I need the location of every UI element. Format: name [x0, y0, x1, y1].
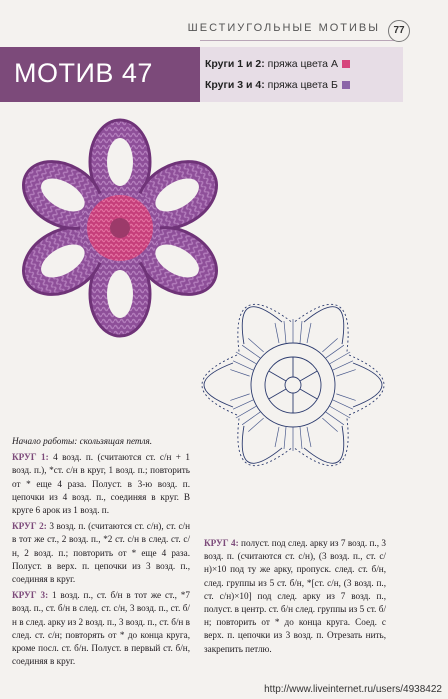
- yarn-line-a: [205, 58, 350, 70]
- instructions-right-column: [204, 537, 386, 659]
- stitch-diagram: [188, 270, 398, 500]
- round4-text: полуст. под след. арку из 7 возд. п., 3 возд. п. (считаются ст. с/н), (3 возд. п., ст. с/н)×10 под ту же арку, пропуск. след. ст. б/н, след. группы из 5 ст. б/н, *[ст. с/н, (3 возд. п., ст. с/н)×10] под след. арку из 7 возд. п., полуст. в центр. ст. б/н след. группы из 5 ст. б/н; повторить от * до конца круга. Соед. с верх. п. цепочки из 3 возд. п. Отрезать нить, закрепить петлю.: [204, 538, 386, 654]
- section-title: ШЕСТИУГОЛЬНЫЕ МОТИВЫ: [187, 22, 380, 34]
- color-b-swatch: [342, 81, 350, 89]
- round1-label: КРУГ 1:: [12, 452, 49, 463]
- round2-text: 3 возд. п. (считаются ст. с/н), ст. с/н в тот же ст., 2 возд. п., *2 ст. с/н в след. ст. с/н, 2 возд. п.; повторить от * еще 4 раза. Полуст. в верх. п. цепочки из 3 возд. п., соединяя в круг.: [12, 521, 190, 585]
- round3-text: 1 возд. п., ст. б/н в тот же ст., *7 возд. п., ст. б/н в след. ст. с/н, 3 возд. п., ст. б/н в след. арку из 2 возд. п., 3 возд. п., ст. б/н в след. ст. с/н; повторять от * до конца круга, кроме посл. ст. б/н. Полуст. в первый ст. б/н, соединяя в круг.: [12, 590, 190, 667]
- yarn-line-a-text: пряжа цвета А: [264, 58, 338, 70]
- start-instruction: Начало работы: скользящая петля.: [12, 436, 153, 446]
- color-a-swatch: [342, 60, 350, 68]
- motif-title: МОТИВ 47: [14, 58, 153, 88]
- yarn-line-b-label: Круги 3 и 4:: [205, 79, 265, 91]
- round4-paragraph: [204, 537, 386, 656]
- round2-paragraph: [12, 520, 190, 586]
- yarn-line-b-text: пряжа цвета Б: [264, 79, 338, 91]
- yarn-line-b: [205, 79, 350, 91]
- round1-paragraph: [12, 451, 190, 517]
- yarn-line-a-label: Круги 1 и 2:: [205, 58, 265, 70]
- round3-paragraph: [12, 589, 190, 668]
- yarn-info-box: [200, 47, 403, 102]
- round2-label: КРУГ 2:: [12, 521, 47, 532]
- page-number: 77: [388, 20, 410, 42]
- instructions-left-column: [12, 435, 190, 671]
- round4-label: КРУГ 4:: [204, 538, 239, 548]
- source-url: http://www.liveinternet.ru/users/4938422: [264, 684, 442, 695]
- round3-label: КРУГ 3:: [12, 590, 49, 601]
- round1-text: 4 возд. п. (считаются ст. с/н + 1 возд. п.), *ст. с/н в круг, 1 возд. п.; повторить от * еще 4 раза. Полуст. в 3-ю возд. п. цепочки из 4 возд. п., соединяя в круг. В круге 6 арок из 1 возд. п.: [12, 452, 190, 516]
- header-divider: [200, 40, 398, 41]
